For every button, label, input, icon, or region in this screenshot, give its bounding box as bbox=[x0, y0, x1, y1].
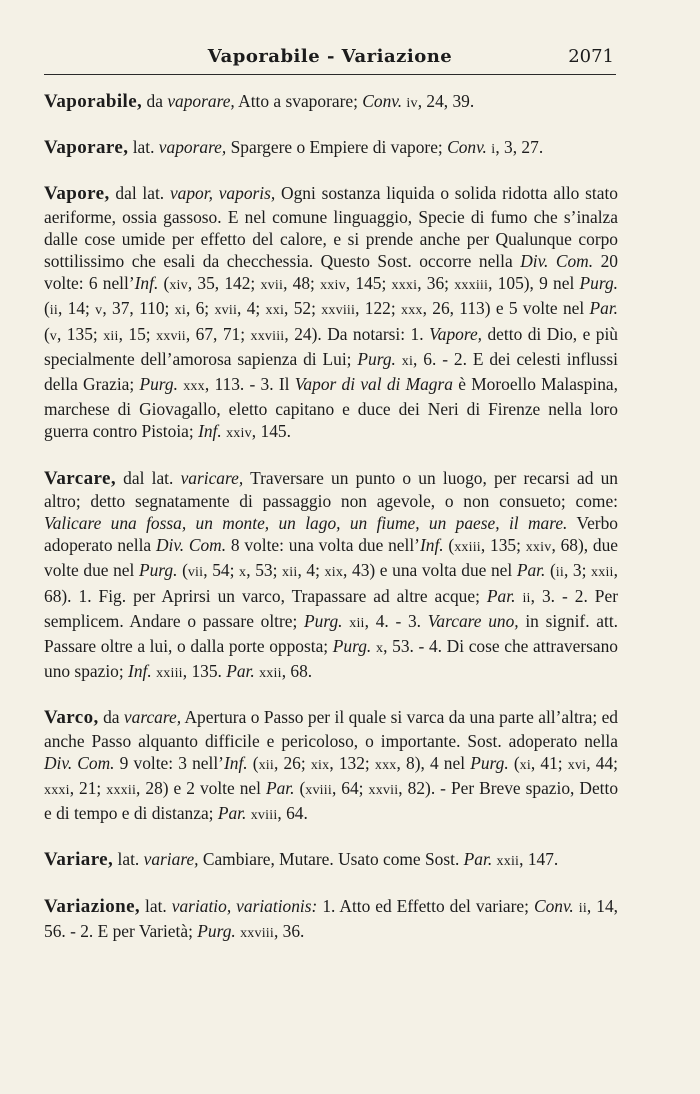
entry-text: 1. Atto ed Effetto del variare; bbox=[317, 895, 534, 916]
entry-text: , 132; bbox=[329, 752, 375, 773]
entry-canto-numeral: ii bbox=[522, 590, 531, 606]
entry-canto-numeral: xvi bbox=[567, 757, 587, 773]
entry-italic-text: Vapor di val di Magra bbox=[294, 374, 453, 395]
entry-canto-numeral: xiv bbox=[169, 278, 188, 294]
entry-text: , 26, 113) e 5 volte nel bbox=[422, 298, 590, 319]
entry-italic-text: Vapore, bbox=[429, 323, 483, 344]
entry-canto-numeral: x bbox=[375, 641, 384, 657]
entry-text: 8 volte: una volta due nell’ bbox=[226, 535, 420, 556]
entry-canto-numeral: xxiv bbox=[226, 426, 252, 442]
entry-text: Cambiare, Mutare. Usato come Sost. bbox=[198, 849, 464, 870]
entry-text: , 3; bbox=[563, 560, 592, 581]
entry-italic-text: Purg. bbox=[357, 348, 396, 369]
entry-text: da bbox=[98, 707, 124, 728]
entry-canto-numeral: xxvii bbox=[156, 328, 186, 344]
entry-italic-text: Inf. bbox=[419, 535, 444, 556]
entry-text: dal lat. bbox=[109, 183, 170, 204]
entry-canto-numeral: xxiii bbox=[454, 540, 481, 556]
entry-text: , 4; bbox=[237, 298, 266, 319]
entry-text: , 145; bbox=[345, 273, 392, 294]
entry-text: , 24). Da notarsi: 1. bbox=[284, 323, 430, 344]
entry-italic-text: Par. bbox=[589, 298, 619, 319]
entry-italic-text: Inf. bbox=[198, 421, 222, 442]
entry-canto-numeral: v bbox=[49, 328, 57, 344]
entry-canto-numeral: ii bbox=[578, 900, 587, 916]
entry-canto-numeral: v bbox=[95, 303, 103, 319]
entry-text: , 44; bbox=[586, 752, 618, 773]
entry-italic-text: Purg. bbox=[139, 374, 178, 395]
entry-italic-text: vapor, vaporis, bbox=[169, 183, 276, 204]
entry-text: , 135; bbox=[480, 535, 526, 556]
entry-canto-numeral: xxx bbox=[401, 303, 423, 319]
entry-headword: Variazione, bbox=[44, 895, 141, 917]
entry-canto-numeral: ii bbox=[49, 303, 58, 319]
entry-text: Apertura o Passo per il quale si varca da una parte all’altra; ed anche Passo alquanto difficile e pericoloso, o importante. Sost. adoperato nella bbox=[44, 707, 618, 751]
entry-text: , 68. bbox=[281, 661, 313, 682]
entry-italic-text: varicare, bbox=[180, 467, 244, 488]
entry-text: , 4; bbox=[297, 560, 325, 581]
entry-canto-numeral: xi bbox=[174, 303, 186, 319]
entry-text: , 147. bbox=[519, 849, 559, 870]
entry-text: , 8), 4 nel bbox=[396, 752, 471, 773]
entry-text: , 6. - 2. E dei celesti influssi della Grazia; bbox=[44, 348, 618, 395]
entry-italic-text: Conv. bbox=[447, 137, 487, 158]
entry-text: detto di Dio, e più specialmente dell’amorosa sapienza di Lui; bbox=[44, 323, 618, 369]
entry-text: , 113. - 3. Il bbox=[204, 374, 295, 395]
entry-text: ( bbox=[247, 752, 259, 773]
entry-headword: Variare, bbox=[44, 849, 114, 871]
entry-canto-numeral: xxviii bbox=[250, 328, 285, 344]
entry-canto-numeral: xii bbox=[282, 565, 298, 581]
entry-text: lat. bbox=[140, 895, 172, 916]
entry-canto-numeral: xi bbox=[519, 757, 531, 773]
entry-text: in signif. att. Passare oltre a lui, o dalla porte opposta; bbox=[44, 610, 618, 657]
entry-italic-text: Inf. bbox=[128, 661, 152, 682]
entry-italic-text: Par. bbox=[516, 560, 546, 581]
entry-text: ( bbox=[294, 778, 306, 799]
dictionary-entry bbox=[44, 706, 618, 827]
entry-text: , 41; bbox=[530, 752, 568, 773]
entry-canto-numeral: xxii bbox=[259, 666, 282, 682]
entry-italic-text: Div. Com. bbox=[155, 535, 227, 556]
entry-text: , 48; bbox=[283, 273, 321, 294]
entry-italic-text: Par. bbox=[226, 661, 255, 682]
entry-italic-text: Valicare una fossa, un monte, un lago, un fiume, un paese, il mare. bbox=[44, 513, 568, 534]
entry-text: ( bbox=[44, 298, 50, 319]
entry-italic-text: variare, bbox=[143, 849, 199, 870]
entry-canto-numeral: xxiv bbox=[320, 278, 346, 294]
entry-text: , 14, 56. - 2. E per Varietà; bbox=[44, 895, 618, 941]
entry-italic-text: Varcare uno, bbox=[427, 610, 519, 631]
page-number: 2071 bbox=[568, 46, 614, 67]
entry-text: , 135; bbox=[57, 323, 104, 344]
entry-text: , 122; bbox=[355, 298, 401, 319]
entry-canto-numeral: xii bbox=[103, 328, 119, 344]
entry-canto-numeral: xxx bbox=[183, 379, 205, 395]
entry-italic-text: variatio, variationis: bbox=[171, 895, 318, 916]
entry-italic-text: Purg. bbox=[197, 920, 236, 941]
entry-text: da bbox=[142, 91, 168, 111]
entry-italic-text: Par. bbox=[265, 778, 295, 799]
entry-italic-text: Par. bbox=[463, 849, 493, 870]
entry-text: , 67, 71; bbox=[185, 323, 251, 344]
entry-text: ( bbox=[177, 560, 188, 581]
entry-text: , 26; bbox=[273, 752, 311, 773]
entry-text: , 37, 110; bbox=[102, 298, 175, 319]
entry-canto-numeral: xviii bbox=[250, 808, 278, 824]
dictionary-entry bbox=[44, 136, 618, 161]
entry-text: , 4. - 3. bbox=[364, 610, 428, 631]
entry-text: , 3. - 2. Per semplicem. Andare o passare oltre; bbox=[44, 585, 618, 631]
entry-text: , 64. bbox=[277, 803, 308, 824]
entry-text: Atto a svaporare; bbox=[234, 91, 363, 111]
entry-text: , 43) e una volta due nel bbox=[343, 560, 517, 581]
entry-text: , 24, 39. bbox=[417, 91, 475, 111]
entry-canto-numeral: xxiv bbox=[525, 540, 552, 556]
entry-text: , 105), 9 nel bbox=[488, 273, 580, 294]
dictionary-entry bbox=[44, 90, 618, 115]
entry-italic-text: Inf. bbox=[223, 752, 248, 773]
entry-canto-numeral: xviii bbox=[305, 783, 332, 799]
header-rule bbox=[44, 74, 616, 75]
entry-text: dal lat. bbox=[115, 467, 181, 488]
entry-text: 9 volte: 3 nell’ bbox=[114, 752, 224, 773]
entry-canto-numeral: xvii bbox=[214, 303, 238, 319]
entry-text: , 68), due volte due nel bbox=[44, 535, 618, 581]
entry-text: Spargere o Empiere di vapore; bbox=[226, 137, 448, 158]
entry-canto-numeral: xxii bbox=[591, 565, 614, 581]
dictionary-entry bbox=[44, 848, 618, 873]
entry-text: , 36. bbox=[273, 920, 305, 941]
entry-text: , 145. bbox=[251, 421, 291, 442]
entry-italic-text: vaporare, bbox=[158, 137, 227, 158]
entry-italic-text: Div. Com. bbox=[520, 251, 594, 272]
entry-italic-text: Par. bbox=[486, 585, 516, 606]
entry-text: , 21; bbox=[69, 778, 107, 799]
entry-italic-text: Purg. bbox=[579, 273, 618, 294]
entry-text: , 82). - Per Breve spazio, Detto e di tempo e di distanza; bbox=[44, 778, 619, 824]
dictionary-entry bbox=[44, 895, 618, 945]
entries-column bbox=[44, 90, 618, 966]
entry-canto-numeral: xii bbox=[349, 615, 365, 631]
dictionary-entry bbox=[44, 182, 618, 445]
entry-text: ( bbox=[545, 560, 556, 581]
entry-headword: Vaporabile, bbox=[44, 91, 143, 112]
entry-canto-numeral: xxx bbox=[374, 757, 397, 773]
entry-canto-numeral: xxviii bbox=[321, 303, 356, 319]
entry-canto-numeral: xxxii bbox=[106, 783, 137, 799]
entry-text: , 68). 1. Fig. per Aprirsi un varco, Trapassare ad altre acque; bbox=[44, 560, 618, 606]
entry-italic-text: vaporare, bbox=[167, 91, 235, 111]
entry-text: ( bbox=[508, 752, 520, 773]
entry-text: ( bbox=[443, 535, 455, 556]
entry-text: ( bbox=[158, 273, 170, 294]
entry-italic-text: Purg. bbox=[332, 636, 372, 657]
entry-headword: Varco, bbox=[44, 707, 99, 729]
entry-text: lat. bbox=[113, 849, 144, 870]
entry-canto-numeral: xxxi bbox=[44, 783, 70, 799]
entry-canto-numeral: i bbox=[491, 142, 496, 158]
entry-text: , 53. - 4. Di cose che attraversano uno spazio; bbox=[44, 636, 618, 682]
entry-italic-text: Purg. bbox=[304, 610, 343, 631]
entry-italic-text: Div. Com. bbox=[44, 752, 115, 773]
entry-canto-numeral: xxvii bbox=[368, 783, 399, 799]
entry-canto-numeral: xxiii bbox=[156, 666, 183, 682]
entry-canto-numeral: xxxiii bbox=[454, 278, 489, 294]
entry-canto-numeral: xi bbox=[401, 353, 414, 369]
entry-text: , 6; bbox=[185, 298, 215, 319]
entry-text: , 64; bbox=[331, 778, 369, 799]
entry-text: , 3, 27. bbox=[495, 137, 544, 158]
entry-text: Verbo adoperato nella bbox=[44, 513, 618, 556]
running-header bbox=[44, 46, 616, 72]
entry-canto-numeral: xxviii bbox=[240, 925, 274, 941]
entry-text: 20 volte: 6 nell’ bbox=[44, 251, 618, 294]
entry-text: Ogni sostanza liquida o solida ridotta allo stato aeriforme, ossia gassoso. E nel comune linguaggio, Specie di fumo che s’inalza dalle cose umide per effetto del calore, e si prende anche per Qualunque corpo sottilissimo che esali da checchessia. Questo Sost. occorre nella bbox=[44, 183, 618, 272]
entry-text: , 54; bbox=[203, 560, 240, 581]
entry-canto-numeral: xxxi bbox=[391, 278, 418, 294]
entry-text: è Moroello Malaspina, marchese di Giovagallo, eletto capitano e duce dei Neri di Firenze nella loro guerra contro Pistoia; bbox=[44, 374, 618, 442]
entry-text: , 15; bbox=[118, 323, 157, 344]
entry-headword: Varcare, bbox=[44, 467, 116, 489]
entry-text: , 135. bbox=[182, 661, 227, 682]
entry-text: , 36; bbox=[417, 273, 455, 294]
entry-italic-text: Conv. bbox=[533, 895, 574, 916]
entry-canto-numeral: xvii bbox=[260, 278, 284, 294]
entry-canto-numeral: xix bbox=[310, 757, 330, 773]
entry-canto-numeral: x bbox=[239, 565, 247, 581]
entry-italic-text: varcare, bbox=[123, 707, 182, 728]
dictionary-entry bbox=[44, 467, 618, 686]
entry-headword: Vapore, bbox=[44, 183, 110, 205]
entry-text: , 52; bbox=[284, 298, 322, 319]
entry-text: lat. bbox=[128, 137, 159, 158]
entry-canto-numeral: iv bbox=[406, 96, 418, 111]
entry-canto-numeral: xxii bbox=[496, 854, 520, 870]
entry-canto-numeral: xxi bbox=[265, 303, 285, 319]
entry-italic-text: Purg. bbox=[138, 560, 178, 581]
entry-italic-text: Conv. bbox=[362, 91, 403, 111]
entry-italic-text: Par. bbox=[217, 803, 247, 824]
entry-canto-numeral: ii bbox=[555, 565, 564, 581]
entry-text: , 53; bbox=[246, 560, 283, 581]
entry-headword: Vaporare, bbox=[44, 137, 129, 159]
entry-italic-text: Purg. bbox=[470, 752, 509, 773]
entry-text: Traversare un punto o un luogo, per recarsi ad un altro; detto segnatamente di passaggio non agevole, o non consueto; come: bbox=[44, 467, 618, 511]
entry-canto-numeral: vii bbox=[187, 565, 204, 581]
entry-text: , 28) e 2 volte nel bbox=[136, 778, 266, 799]
entry-text: , 35, 142; bbox=[187, 273, 261, 294]
entry-canto-numeral: xii bbox=[258, 757, 274, 773]
entry-italic-text: Inf. bbox=[134, 273, 159, 294]
entry-canto-numeral: xix bbox=[324, 565, 344, 581]
entry-text: ( bbox=[44, 323, 50, 344]
header-title: Vaporabile - Variazione bbox=[207, 46, 453, 67]
entry-text: , 14; bbox=[57, 298, 96, 319]
